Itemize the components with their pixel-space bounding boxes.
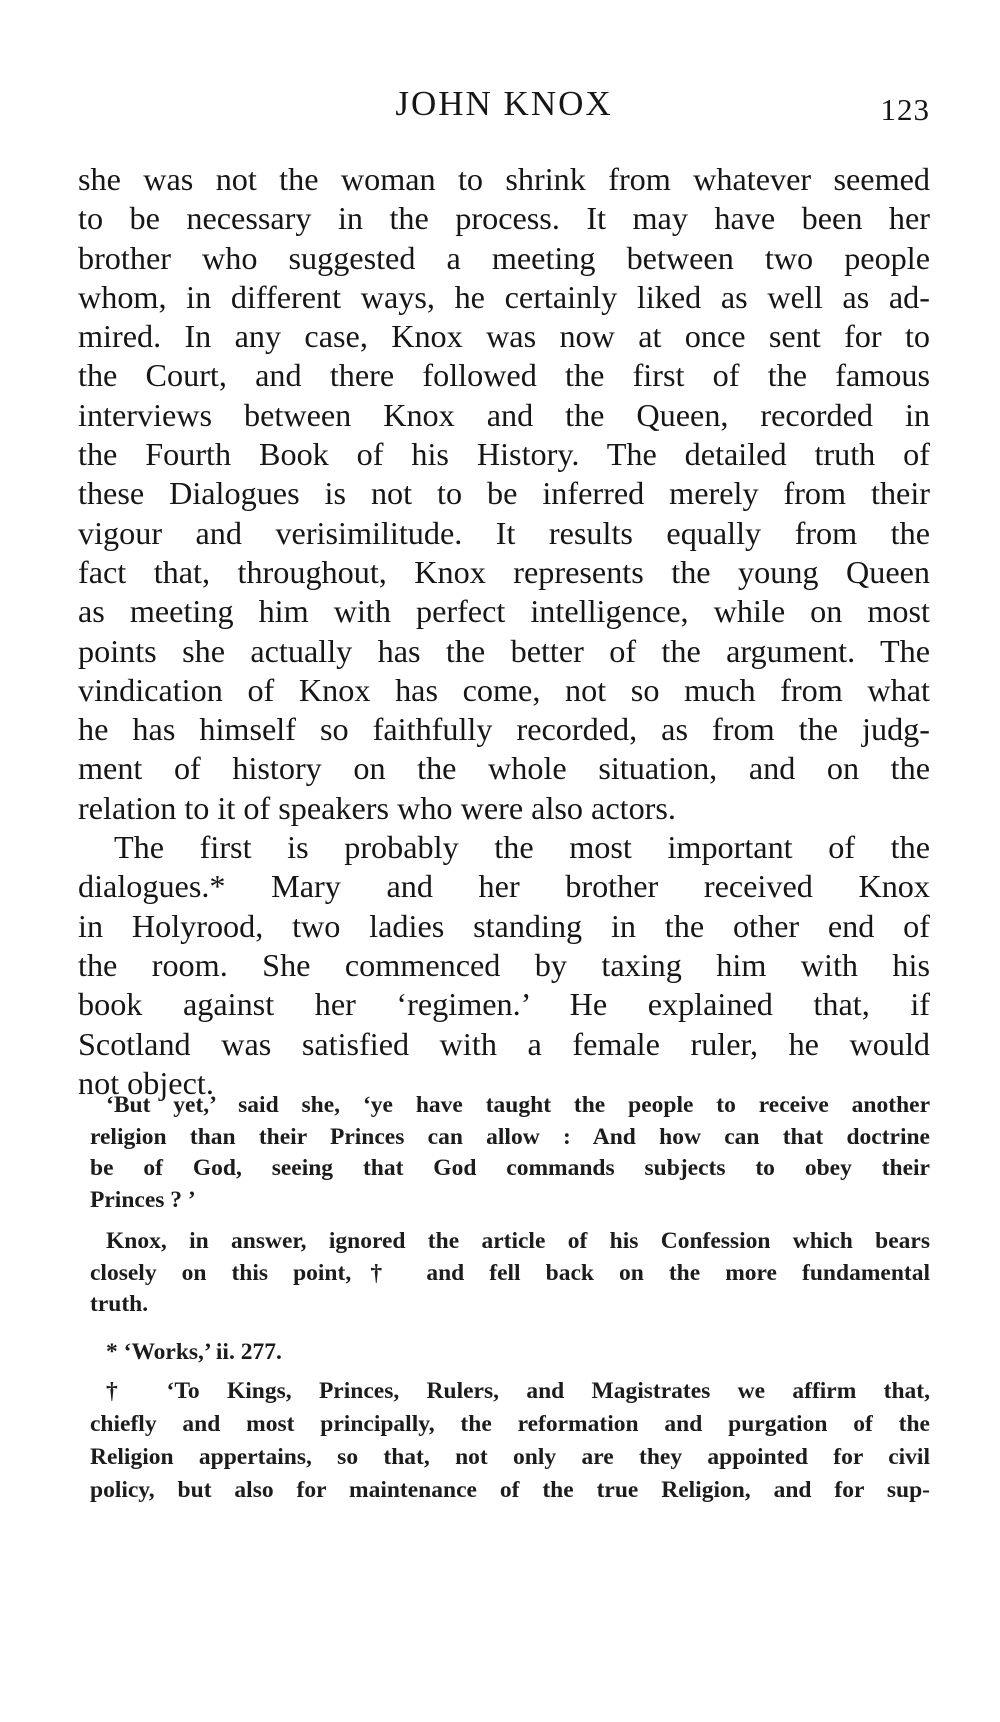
block-quote bbox=[90, 1090, 930, 1331]
text-line: mired. In any case, Knox was now at once sent for to bbox=[78, 318, 930, 355]
text-line: Princes ? ’ bbox=[90, 1186, 196, 1213]
text-line: not object. bbox=[78, 1064, 214, 1101]
quote-paragraph bbox=[90, 1226, 930, 1321]
text-line: The first is probably the most important of the bbox=[114, 829, 930, 866]
text-line: relation to it of speakers who were also actors. bbox=[78, 789, 676, 826]
footnote-line: chiefly and most principally, the reformation and purgation of the bbox=[90, 1411, 930, 1437]
text-line: vindication of Knox has come, not so much from what bbox=[78, 671, 930, 708]
footnote-line: Religion appertains, so that, not only are they appointed for civil bbox=[90, 1444, 930, 1470]
main-text bbox=[78, 160, 930, 1103]
text-line: dialogues.* Mary and her brother received Knox bbox=[78, 868, 930, 905]
page-number: 123 bbox=[880, 92, 930, 127]
page-header bbox=[78, 84, 930, 134]
text-line: fact that, throughout, Knox represents the young Queen bbox=[78, 553, 930, 590]
text-line: book against her ‘regimen.’ He explained that, if bbox=[78, 986, 930, 1023]
footnote-line: * ‘Works,’ ii. 277. bbox=[106, 1339, 282, 1365]
text-line: he has himself so faithfully recorded, as from the judg- bbox=[78, 711, 930, 748]
paragraph bbox=[78, 160, 930, 828]
text-line: as meeting him with perfect intelligence, while on most bbox=[78, 593, 930, 630]
text-line: Scotland was satisfied with a female ruler, he would bbox=[78, 1025, 930, 1062]
text-line: brother who suggested a meeting between two people bbox=[78, 239, 930, 276]
footnote bbox=[90, 1336, 930, 1369]
text-line: these Dialogues is not to be inferred merely from their bbox=[78, 475, 930, 512]
footnote-line: † ‘To Kings, Princes, Rulers, and Magistrates we affirm that, bbox=[106, 1378, 930, 1404]
text-line: closely on this point,† and fell back on the more fundamental bbox=[90, 1259, 930, 1286]
footnote-line: policy, but also for maintenance of the true Religion, and for sup- bbox=[90, 1477, 930, 1503]
quote-paragraph bbox=[90, 1090, 930, 1216]
text-line: whom, in different ways, he certainly liked as well as ad- bbox=[78, 278, 930, 315]
footnotes bbox=[90, 1336, 930, 1507]
text-line: truth. bbox=[90, 1291, 149, 1317]
text-line: the Court, and there followed the first of the famous bbox=[78, 357, 930, 394]
text-line: in Holyrood, two ladies standing in the other end of bbox=[78, 907, 930, 944]
text-line: vigour and verisimilitude. It results equally from the bbox=[78, 514, 930, 551]
text-line: the Fourth Book of his History. The detailed truth of bbox=[78, 436, 930, 473]
text-line: ment of history on the whole situation, and on the bbox=[78, 750, 930, 787]
text-line: Knox, in answer, ignored the article of his Confession which bears bbox=[106, 1228, 930, 1254]
text-line: points she actually has the better of the argument. The bbox=[78, 632, 930, 669]
text-line: religion than their Princes can allow : And how can that doctrine bbox=[90, 1123, 930, 1150]
footnote bbox=[90, 1375, 930, 1507]
running-head: JOHN KNOX bbox=[395, 84, 613, 123]
text-line: ‘But yet,’ said she, ‘ye have taught the people to receive another bbox=[106, 1092, 930, 1118]
text-line: be of God, seeing that God commands subjects to obey their bbox=[90, 1155, 930, 1181]
text-line: the room. She commenced by taxing him with his bbox=[78, 946, 930, 983]
paragraph bbox=[78, 828, 930, 1103]
text-line: to be necessary in the process. It may have been her bbox=[78, 200, 930, 237]
text-line: she was not the woman to shrink from whatever seemed bbox=[78, 161, 930, 197]
text-line: interviews between Knox and the Queen, recorded in bbox=[78, 396, 930, 433]
